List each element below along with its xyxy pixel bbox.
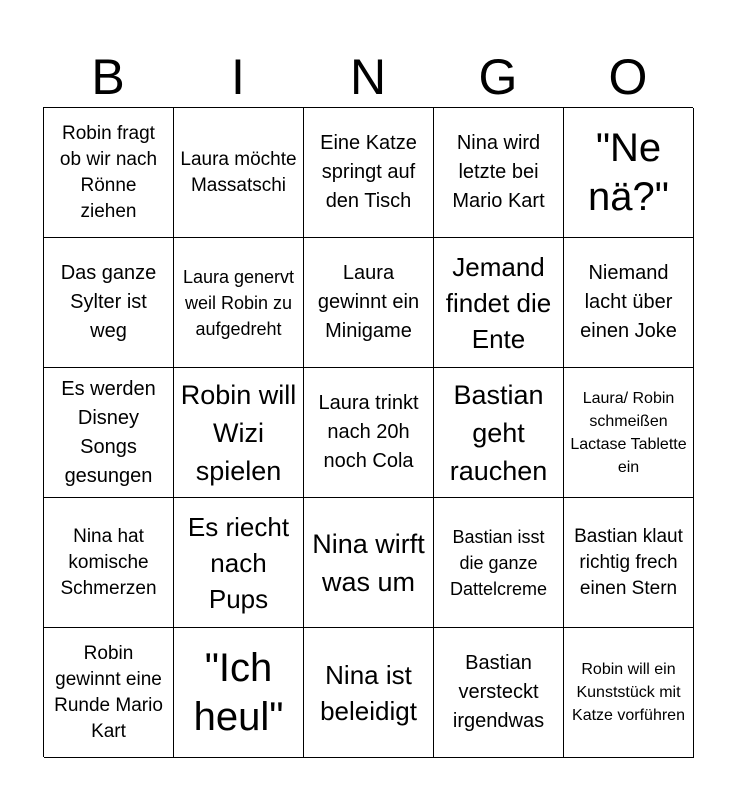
cell-text: Nina wird letzte bei Mario Kart xyxy=(452,132,545,212)
bingo-cell[interactable] xyxy=(304,498,434,628)
cell-text: Niemand lacht über einen Joke xyxy=(580,262,677,342)
bingo-cell[interactable] xyxy=(44,108,174,238)
bingo-cell[interactable] xyxy=(304,108,434,238)
header-letter-n: N xyxy=(349,49,387,105)
bingo-cell[interactable] xyxy=(174,498,304,628)
bingo-cell[interactable] xyxy=(44,238,174,368)
header-letter-b: B xyxy=(91,49,125,105)
cell-text: Bastian isst die ganze Dattelcreme xyxy=(449,526,548,599)
bingo-cell[interactable] xyxy=(304,238,434,368)
cell-text: Laura trinkt nach 20h noch Cola xyxy=(318,392,419,472)
bingo-cell[interactable] xyxy=(434,108,564,238)
bingo-cell[interactable] xyxy=(44,498,174,628)
cell-text: Laura genervt weil Robin zu aufgedreht xyxy=(182,266,295,339)
cell-text: Es riecht nach Pups xyxy=(187,511,290,614)
bingo-cell[interactable] xyxy=(564,498,694,628)
cell-text: Nina hat komische Schmerzen xyxy=(60,525,157,599)
cell-text: Robin gewinnt eine Runde Mario Kart xyxy=(54,642,163,742)
cell-text: "Ne nä?" xyxy=(588,125,669,219)
bingo-cell[interactable] xyxy=(44,628,174,758)
bingo-header xyxy=(43,46,693,108)
header-letter-i: I xyxy=(231,49,245,105)
bingo-cell[interactable] xyxy=(434,368,564,498)
bingo-cell[interactable] xyxy=(174,368,304,498)
cell-text: Bastian versteckt irgendwas xyxy=(452,652,545,732)
cell-text: Robin will ein Kunststück mit Katze vorführen xyxy=(572,661,685,724)
cell-text: Robin will Wizi spielen xyxy=(180,379,297,486)
bingo-cell[interactable] xyxy=(434,498,564,628)
bingo-grid xyxy=(43,107,693,757)
bingo-cell[interactable] xyxy=(564,628,694,758)
cell-text: Nina wirft was um xyxy=(312,528,425,597)
bingo-cell[interactable] xyxy=(304,368,434,498)
header-letter-g: G xyxy=(478,49,518,105)
bingo-cell[interactable] xyxy=(434,628,564,758)
cell-text: Bastian geht rauchen xyxy=(449,379,548,486)
cell-text: Bastian klaut richtig frech einen Stern xyxy=(574,525,683,599)
cell-text: Es werden Disney Songs gesungen xyxy=(61,377,156,487)
bingo-cell[interactable] xyxy=(174,238,304,368)
cell-text: Laura möchte Massatschi xyxy=(180,148,297,196)
cell-text: Das ganze Sylter ist weg xyxy=(60,262,157,342)
bingo-cell[interactable] xyxy=(434,238,564,368)
cell-text: Jemand findet die Ente xyxy=(445,251,552,354)
bingo-cell[interactable] xyxy=(564,368,694,498)
bingo-cell[interactable] xyxy=(304,628,434,758)
bingo-cell[interactable] xyxy=(564,238,694,368)
cell-text: Robin fragt ob wir nach Rönne ziehen xyxy=(59,122,158,222)
cell-text: Eine Katze springt auf den Tisch xyxy=(320,132,417,212)
bingo-cell[interactable] xyxy=(174,628,304,758)
header-letter-o: O xyxy=(608,49,648,105)
cell-text: Laura gewinnt ein Minigame xyxy=(317,262,420,342)
bingo-cell[interactable] xyxy=(564,108,694,238)
cell-text: Laura/ Robin schmeißen Lactase Tablette ein xyxy=(570,389,687,476)
bingo-cell[interactable] xyxy=(174,108,304,238)
cell-text: Nina ist beleidigt xyxy=(320,659,417,726)
bingo-cell[interactable] xyxy=(44,368,174,498)
cell-text: "Ich heul" xyxy=(193,645,284,739)
